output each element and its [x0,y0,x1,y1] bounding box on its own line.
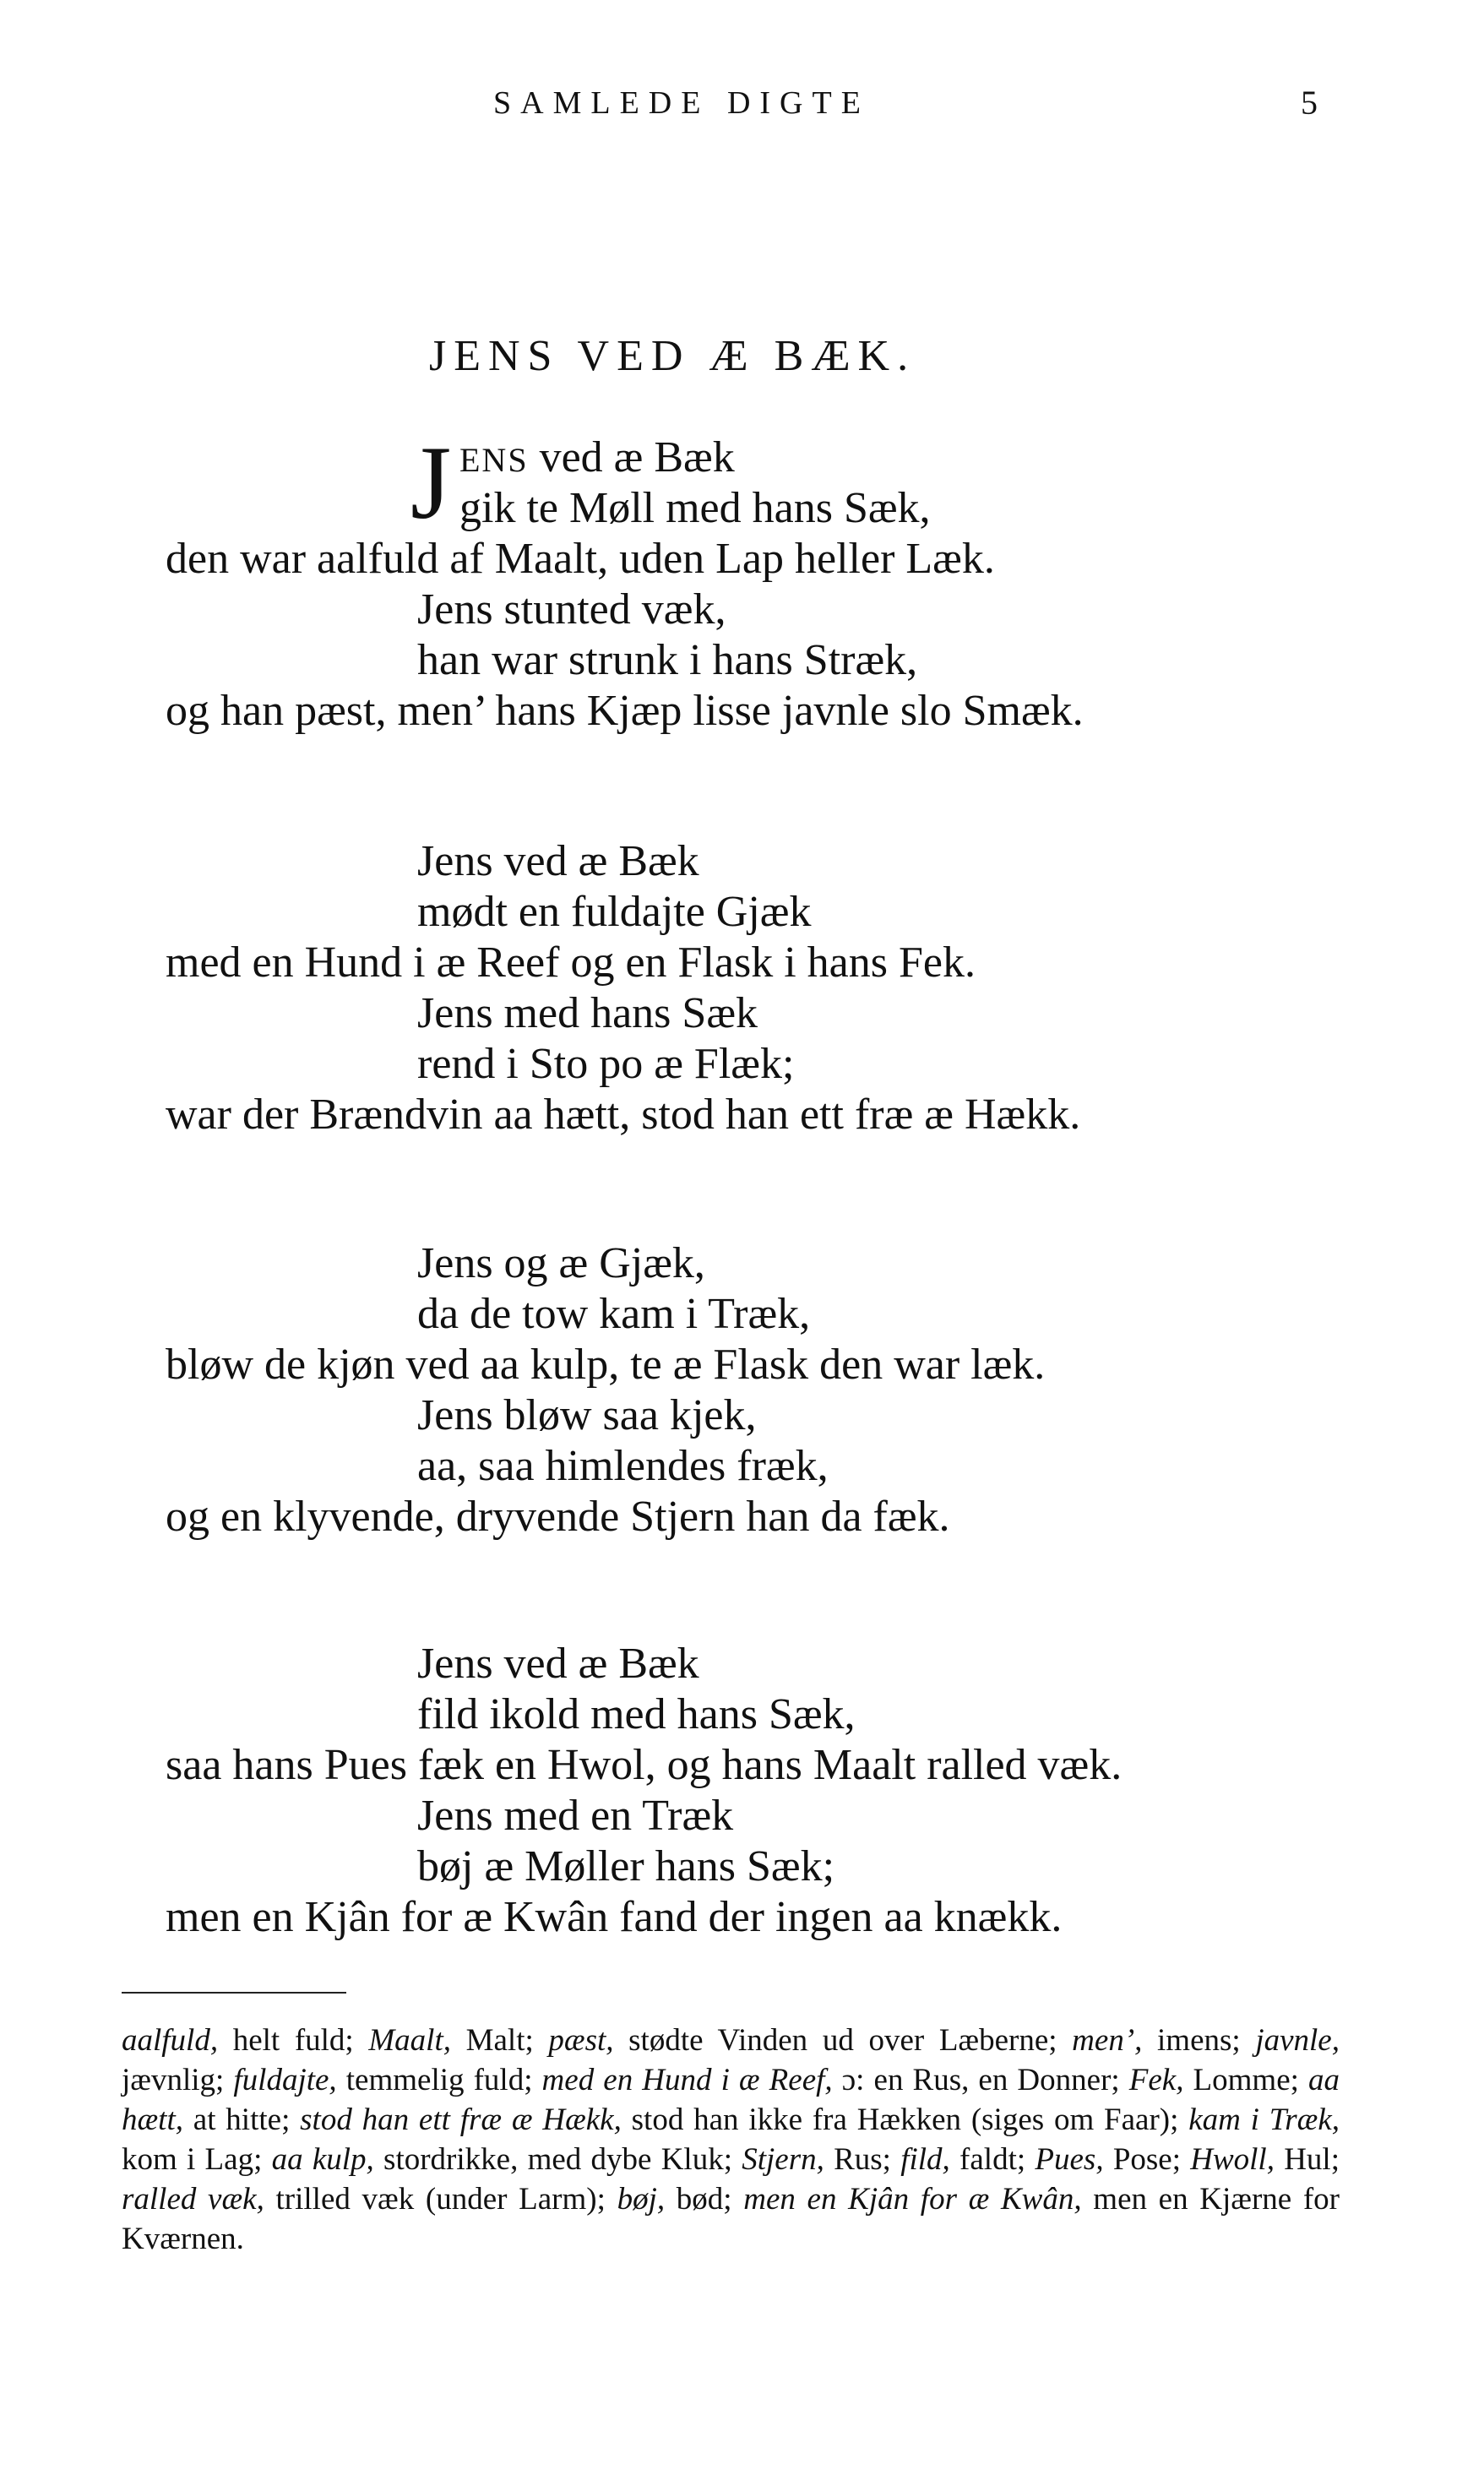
note-gloss: Malt; [450,2023,549,2058]
poem-line: rend i Sto po æ Flæk; [417,1040,795,1088]
note-term: javnle, [1255,2023,1340,2058]
footnotes [122,2021,1340,2259]
note-term: ralled væk, [122,2182,264,2217]
poem-line: war der Brændvin aa hætt, stod han ett fræ æ Hækk. [166,1091,1081,1139]
note-term: fuldajte, [233,2063,337,2097]
footnote-rule [122,1992,346,1994]
note-gloss: stod han ikke fra Hækken (siges om Faar); [621,2102,1189,2137]
note-term: Maalt, [368,2023,451,2058]
poem-line: Jens ved æ Bæk [417,1640,699,1688]
note-term: men en Kjân for æ Kwân, [743,2182,1082,2217]
poem-line: bøj æ Møller hans Sæk; [417,1842,835,1890]
poem-title: JENS VED Æ BÆK. [429,332,916,380]
note-term: fild, [900,2142,950,2177]
note-gloss: at hitte; [183,2102,301,2137]
note-term: bøj, [617,2182,666,2217]
note-term: Hwoll, [1190,2142,1275,2177]
note-gloss: Hul; [1274,2142,1340,2177]
note-gloss: bød; [665,2182,744,2217]
page-number: 5 [1301,84,1318,122]
note-term: kam i Træk, [1188,2102,1340,2137]
drop-cap: J [410,425,452,541]
note-term: aalfuld, [122,2023,219,2058]
note-gloss: temmelig fuld; [336,2063,542,2097]
note-gloss: jævnlig; [122,2063,234,2097]
poem-line: fild ikold med hans Sæk, [417,1690,856,1738]
poem-line: gik te Møll med hans Sæk, [459,484,931,532]
note-gloss: faldt; [949,2142,1036,2177]
note-gloss: Rus; [824,2142,901,2177]
poem-line: aa, saa himlendes fræk, [417,1442,829,1490]
note-gloss: stordrikke, med dybe Kluk; [373,2142,742,2177]
note-term: aa kulp, [271,2142,374,2177]
note-gloss: Pose; [1103,2142,1191,2177]
poem-line: mødt en fuldajte Gjæk [417,888,812,936]
poem-line: Jens med en Træk [417,1792,734,1840]
running-head: SAMLEDE DIGTE [493,85,870,121]
note-term: Fek, [1128,2063,1184,2097]
note-term: pæst, [548,2023,614,2058]
note-gloss: helt fuld; [218,2023,369,2058]
poem-line: Jens og æ Gjæk, [417,1239,705,1287]
poem-line: han war strunk i hans Stræk, [417,636,918,684]
note-gloss: Lomme; [1183,2063,1308,2097]
note-gloss: kom i Lag; [122,2142,272,2177]
poem-line-text: ved æ Bæk [528,433,735,481]
note-term: med en Hund i æ Reef, [541,2063,833,2097]
note-term: Pues, [1035,2142,1104,2177]
poem-line: Jens bløw saa kjek, [417,1391,757,1439]
note-gloss: trilled væk (under Larm); [264,2182,617,2217]
poem-line: Jens ved æ Bæk [417,837,699,885]
poem-line: den war aalfuld af Maalt, uden Lap heller Læk. [166,535,995,583]
poem-line: med en Hund i æ Reef og en Flask i hans Fek. [166,938,976,987]
note-term: men’, [1072,2023,1143,2058]
note-gloss: stødte Vinden ud over Læberne; [613,2023,1073,2058]
note-gloss: imens; [1142,2023,1256,2058]
poem-line: og en klyvende, dryvende Stjern han da fæk. [166,1493,950,1541]
poem-line: men en Kjân for æ Kwân fand der ingen aa knækk. [166,1893,1063,1941]
note-term: stod han ett fræ æ Hækk, [300,2102,622,2137]
poem-line: Jens stunted væk, [417,585,726,634]
poem-line: saa hans Pues fæk en Hwol, og hans Maalt ralled væk. [166,1741,1123,1789]
poem-line: Jens med hans Sæk [417,989,758,1037]
note-term: aa hætt, [122,2063,1340,2137]
poem-line: da de tow kam i Træk, [417,1290,811,1338]
note-term: Stjern, [742,2142,824,2177]
note-gloss: men en Kjærne for Kværnen. [122,2182,1340,2256]
poem-line: bløw de kjøn ved aa kulp, te æ Flask den war læk. [166,1341,1046,1389]
small-caps-word: ENS [459,441,529,479]
poem-line [459,432,735,486]
note-gloss: ɔ: en Rus, en Donner; [832,2063,1129,2097]
poem-line: og han pæst, men’ hans Kjæp lisse javnle slo Smæk. [166,687,1084,735]
